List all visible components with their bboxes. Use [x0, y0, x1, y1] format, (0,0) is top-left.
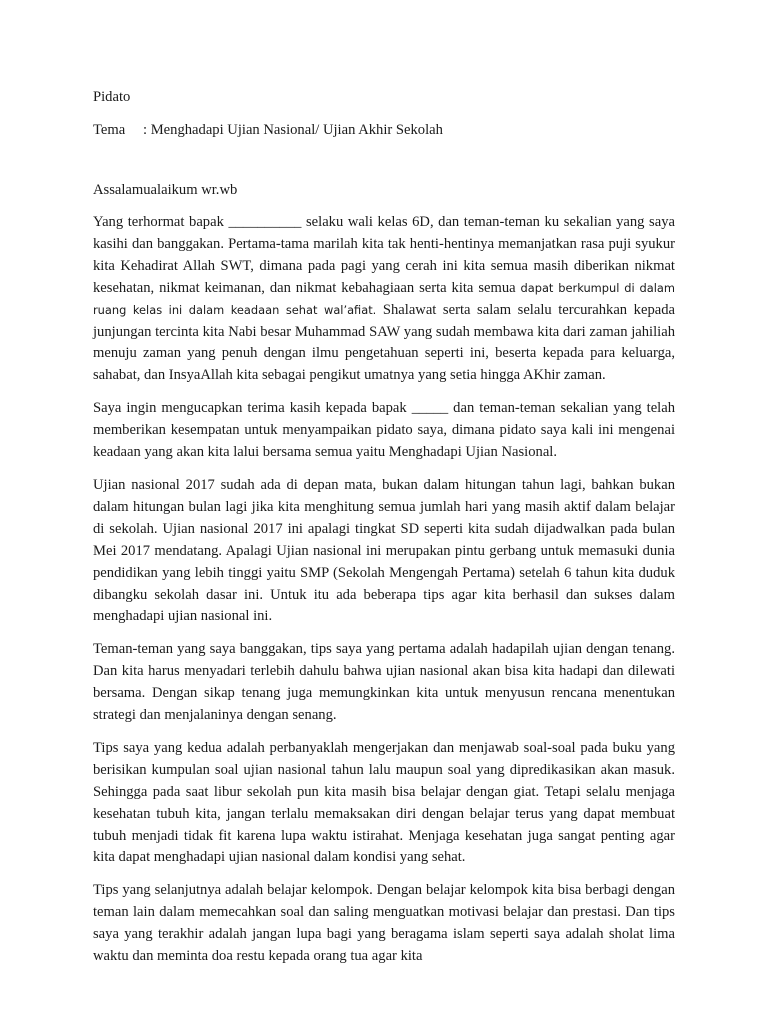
paragraph-3: Ujian nasional 2017 sudah ada di depan mata, bukan dalam hitungan tahun lagi, bahkan bukan dalam hitungan bulan lagi jika kita menghitung semua jumlah hari yang masih aktif dalam belajar di sekolah. Ujian nasional 2017 ini apalagi tingkat SD seperti kita sudah dijadwalkan pada bulan Mei 2017 mendatang. Apalagi Ujian nasional ini merupakan pintu gerbang untuk memasuki dunia pendidikan yang lebih tinggi yaitu SMP (Sekolah Mengengah Pertama) setelah 6 tahun kita duduk dibangku sekolah dasar ini. Untuk itu ada beberapa tips agar kita berhasil dan sukses dalam menghadapi ujian nasional ini.: [93, 476, 675, 625]
speech-body: [93, 212, 675, 979]
theme-label: Tema: [93, 122, 126, 138]
paragraph-1: [93, 212, 675, 387]
paragraph-1-end: Shalawat serta salam selalu tercurahkan kepada junjungan tercinta kita Nabi besar Muhammad SAW yang sudah membawa kita dari zaman jahiliah menuju zaman yang penuh dengan ilmu pengetahuan seperti ini, beserta kepada para keluarga, sahabat, dan InsyaAllah kita sebagai pengikut umatnya yang setia hingga AKhir zaman.: [93, 301, 675, 384]
paragraph-5: Tips saya yang kedua adalah perbanyaklah mengerjakan dan menjawab soal-soal pada buku yang berisikan kumpulan soal ujian nasional tahun lalu maupun soal yang dipredikasikan akan masuk. Sehingga pada saat libur sekolah pun kita masih bisa belajar dengan giat. Tetapi selalu menjaga kesehatan tubuh kita, jangan terlalu memaksakan diri dengan belajar terus yang dapat membuat tubuh menjadi tidak fit karena lupa waktu istirahat. Menjaga kesehatan juga sangat penting agar kita dapat menghadapi ujian nasional dalam kondisi yang sehat.: [93, 739, 675, 866]
paragraph-1-sans-run: dapat berkumpul di dalam ruang kelas ini dalam keadaan sehat wal’afiat.: [93, 280, 675, 317]
theme-line: [93, 121, 443, 139]
paragraph-4: Teman-teman yang saya banggakan, tips saya yang pertama adalah hadapilah ujian dengan tenang. Dan kita harus menyadari terlebih dahulu bahwa ujian nasional akan bisa kita hadapi dan dilewati bersama. Dengan sikap tenang juga memungkinkan kita untuk menyusun rencana menentukan strategi dan menjalaninya dengan senang.: [93, 641, 675, 724]
paragraph-1-start: Yang terhormat bapak __________ selaku wali kelas 6D, dan teman-teman ku sekalian yang saya kasihi dan banggakan. Pertama-tama marilah kita tak henti-hentinya memanjatkan rasa puji syukur kita Kehadirat Allah SWT, dimana pada pagi yang cerah ini kita semua masih diberikan nikmat kesehatan, nikmat keimanan, dan nikmat kebahagiaan serta kita semua: [93, 214, 675, 296]
document-title: Pidato: [93, 89, 131, 105]
paragraph-6: Tips yang selanjutnya adalah belajar kelompok. Dengan belajar kelompok kita bisa berbagi dengan teman lain dalam memecahkan soal dan saling menguatkan motivasi belajar dan prestasi. Dan tips saya yang terakhir adalah jangan lupa bagi yang beragama islam seperti saya adalah sholat lima waktu dan meminta doa restu kepada orang tua agar kita: [93, 882, 675, 965]
greeting: Assalamualaikum wr.wb: [93, 182, 238, 198]
theme-text: : Menghadapi Ujian Nasional/ Ujian Akhir Sekolah: [143, 122, 443, 138]
paragraph-2: Saya ingin mengucapkan terima kasih kepada bapak _____ dan teman-teman sekalian yang telah memberikan kesempatan untuk menyampaikan pidato saya, dimana pidato saya kali ini mengenai keadaan yang akan kita lalui bersama semua yaitu Menghadapi Ujian Nasional.: [93, 400, 675, 461]
